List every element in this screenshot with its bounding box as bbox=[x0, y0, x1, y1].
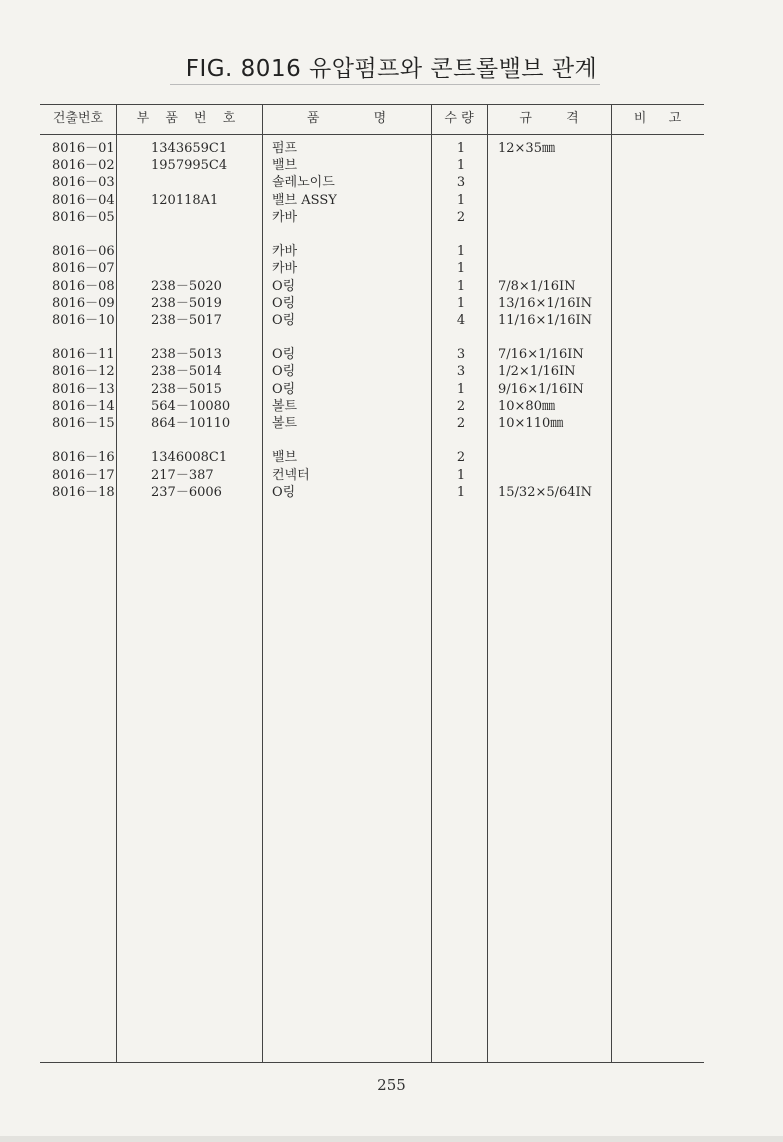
part-name: 카바 bbox=[272, 261, 298, 277]
item-number: 8016－07 bbox=[52, 261, 115, 277]
part-name: 밸브 ASSY bbox=[272, 192, 337, 208]
page-title: FIG. 8016 유압펌프와 콘트롤밸브 관계 bbox=[185, 56, 598, 82]
item-number: 8016－10 bbox=[52, 312, 115, 328]
item-number: 8016－11 bbox=[52, 347, 115, 363]
header-remarks: 비 고 bbox=[633, 111, 682, 126]
part-number: 217－387 bbox=[151, 467, 214, 483]
parts-table bbox=[40, 104, 704, 1064]
part-name: O링 bbox=[272, 278, 296, 294]
part-number: 1343659C1 bbox=[151, 141, 228, 156]
part-name: O링 bbox=[272, 484, 296, 500]
part-name: 솔레노이드 bbox=[272, 175, 335, 191]
spec: 1/2×1/16IN bbox=[498, 364, 576, 380]
part-name: O링 bbox=[272, 381, 296, 397]
quantity: 3 bbox=[456, 175, 466, 191]
item-number: 8016－04 bbox=[52, 192, 115, 208]
spec: 10×80㎜ bbox=[498, 398, 555, 414]
part-name: 카바 bbox=[272, 209, 298, 225]
quantity: 1 bbox=[456, 381, 466, 397]
part-name: 펌프 bbox=[272, 141, 298, 156]
spec: 10×110㎜ bbox=[498, 416, 564, 431]
table-row bbox=[40, 295, 704, 312]
quantity: 2 bbox=[456, 209, 466, 225]
item-number: 8016－02 bbox=[52, 158, 115, 174]
item-number: 8016－16 bbox=[52, 450, 115, 466]
part-number: 238－5020 bbox=[151, 278, 222, 294]
part-number: 238－5015 bbox=[151, 381, 222, 397]
spec: 15/32×5/64IN bbox=[498, 484, 593, 500]
quantity: 2 bbox=[456, 416, 466, 431]
quantity: 3 bbox=[456, 364, 466, 380]
part-name: 밸브 bbox=[272, 158, 298, 174]
part-number: 864－10110 bbox=[151, 416, 231, 431]
part-number: 237－6006 bbox=[151, 484, 222, 500]
part-name: 카바 bbox=[272, 244, 298, 260]
quantity: 1 bbox=[456, 484, 466, 500]
table-row bbox=[40, 312, 704, 329]
part-number: 1346008C1 bbox=[151, 450, 228, 466]
table-row bbox=[40, 415, 704, 432]
quantity: 1 bbox=[456, 278, 466, 294]
title-underline bbox=[170, 84, 600, 85]
spec: 7/16×1/16IN bbox=[498, 347, 584, 363]
table-bottom-rule bbox=[40, 1062, 704, 1063]
header-bottom-rule bbox=[40, 134, 704, 135]
table-row bbox=[40, 381, 704, 398]
part-name: 컨넥터 bbox=[272, 467, 310, 483]
spec: 7/8×1/16IN bbox=[498, 278, 576, 294]
item-number: 8016－18 bbox=[52, 484, 115, 500]
part-number: 238－5014 bbox=[151, 364, 222, 380]
item-number: 8016－15 bbox=[52, 416, 115, 431]
table-header bbox=[40, 104, 704, 134]
part-number: 1957995C4 bbox=[151, 158, 228, 174]
part-name: 볼트 bbox=[272, 416, 298, 431]
header-quantity: 수 량 bbox=[444, 111, 474, 126]
table-row bbox=[40, 398, 704, 415]
spec: 9/16×1/16IN bbox=[498, 381, 584, 397]
header-part-name: 품 명 bbox=[306, 111, 387, 126]
quantity: 1 bbox=[456, 158, 466, 174]
table-row bbox=[40, 260, 704, 277]
part-name: 볼트 bbox=[272, 398, 298, 414]
part-name: O링 bbox=[272, 295, 296, 311]
part-number: 238－5019 bbox=[151, 295, 222, 311]
part-name: O링 bbox=[272, 312, 296, 328]
item-number: 8016－03 bbox=[52, 175, 115, 191]
part-number: 120118A1 bbox=[151, 192, 219, 208]
header-spec: 규 격 bbox=[519, 111, 579, 126]
header-item-no: 건출번호 bbox=[52, 111, 104, 126]
part-name: O링 bbox=[272, 347, 296, 363]
item-number: 8016－14 bbox=[52, 398, 115, 414]
quantity: 1 bbox=[456, 192, 466, 208]
table-row bbox=[40, 467, 704, 484]
quantity: 1 bbox=[456, 467, 466, 483]
page-number: 255 bbox=[377, 1076, 406, 1094]
scan-bottom-edge bbox=[0, 1136, 783, 1142]
quantity: 1 bbox=[456, 295, 466, 311]
item-number: 8016－01 bbox=[52, 141, 115, 156]
item-number: 8016－06 bbox=[52, 244, 115, 260]
quantity: 2 bbox=[456, 450, 466, 466]
table-row bbox=[40, 449, 704, 466]
quantity: 1 bbox=[456, 244, 466, 260]
part-number: 564－10080 bbox=[151, 398, 231, 414]
table-row bbox=[40, 157, 704, 174]
part-name: 밸브 bbox=[272, 450, 298, 466]
quantity: 1 bbox=[456, 261, 466, 277]
table-row bbox=[40, 140, 704, 157]
table-row bbox=[40, 174, 704, 191]
table-row bbox=[40, 484, 704, 501]
part-name: O링 bbox=[272, 364, 296, 380]
item-number: 8016－05 bbox=[52, 209, 115, 225]
item-number: 8016－17 bbox=[52, 467, 115, 483]
part-number: 238－5013 bbox=[151, 347, 222, 363]
quantity: 4 bbox=[456, 312, 466, 328]
spec: 11/16×1/16IN bbox=[498, 312, 593, 328]
item-number: 8016－09 bbox=[52, 295, 115, 311]
table-row bbox=[40, 346, 704, 363]
quantity: 3 bbox=[456, 347, 466, 363]
table-row bbox=[40, 278, 704, 295]
quantity: 1 bbox=[456, 141, 466, 156]
header-part-number: 부 품 번 호 bbox=[136, 111, 242, 126]
quantity: 2 bbox=[456, 398, 466, 414]
item-number: 8016－13 bbox=[52, 381, 115, 397]
table-row bbox=[40, 363, 704, 380]
table-body bbox=[40, 140, 704, 501]
table-row bbox=[40, 209, 704, 226]
table-row bbox=[40, 243, 704, 260]
part-number: 238－5017 bbox=[151, 312, 222, 328]
table-row bbox=[40, 192, 704, 209]
item-number: 8016－08 bbox=[52, 278, 115, 294]
spec: 12×35㎜ bbox=[498, 141, 555, 156]
item-number: 8016－12 bbox=[52, 364, 115, 380]
spec: 13/16×1/16IN bbox=[498, 295, 593, 311]
